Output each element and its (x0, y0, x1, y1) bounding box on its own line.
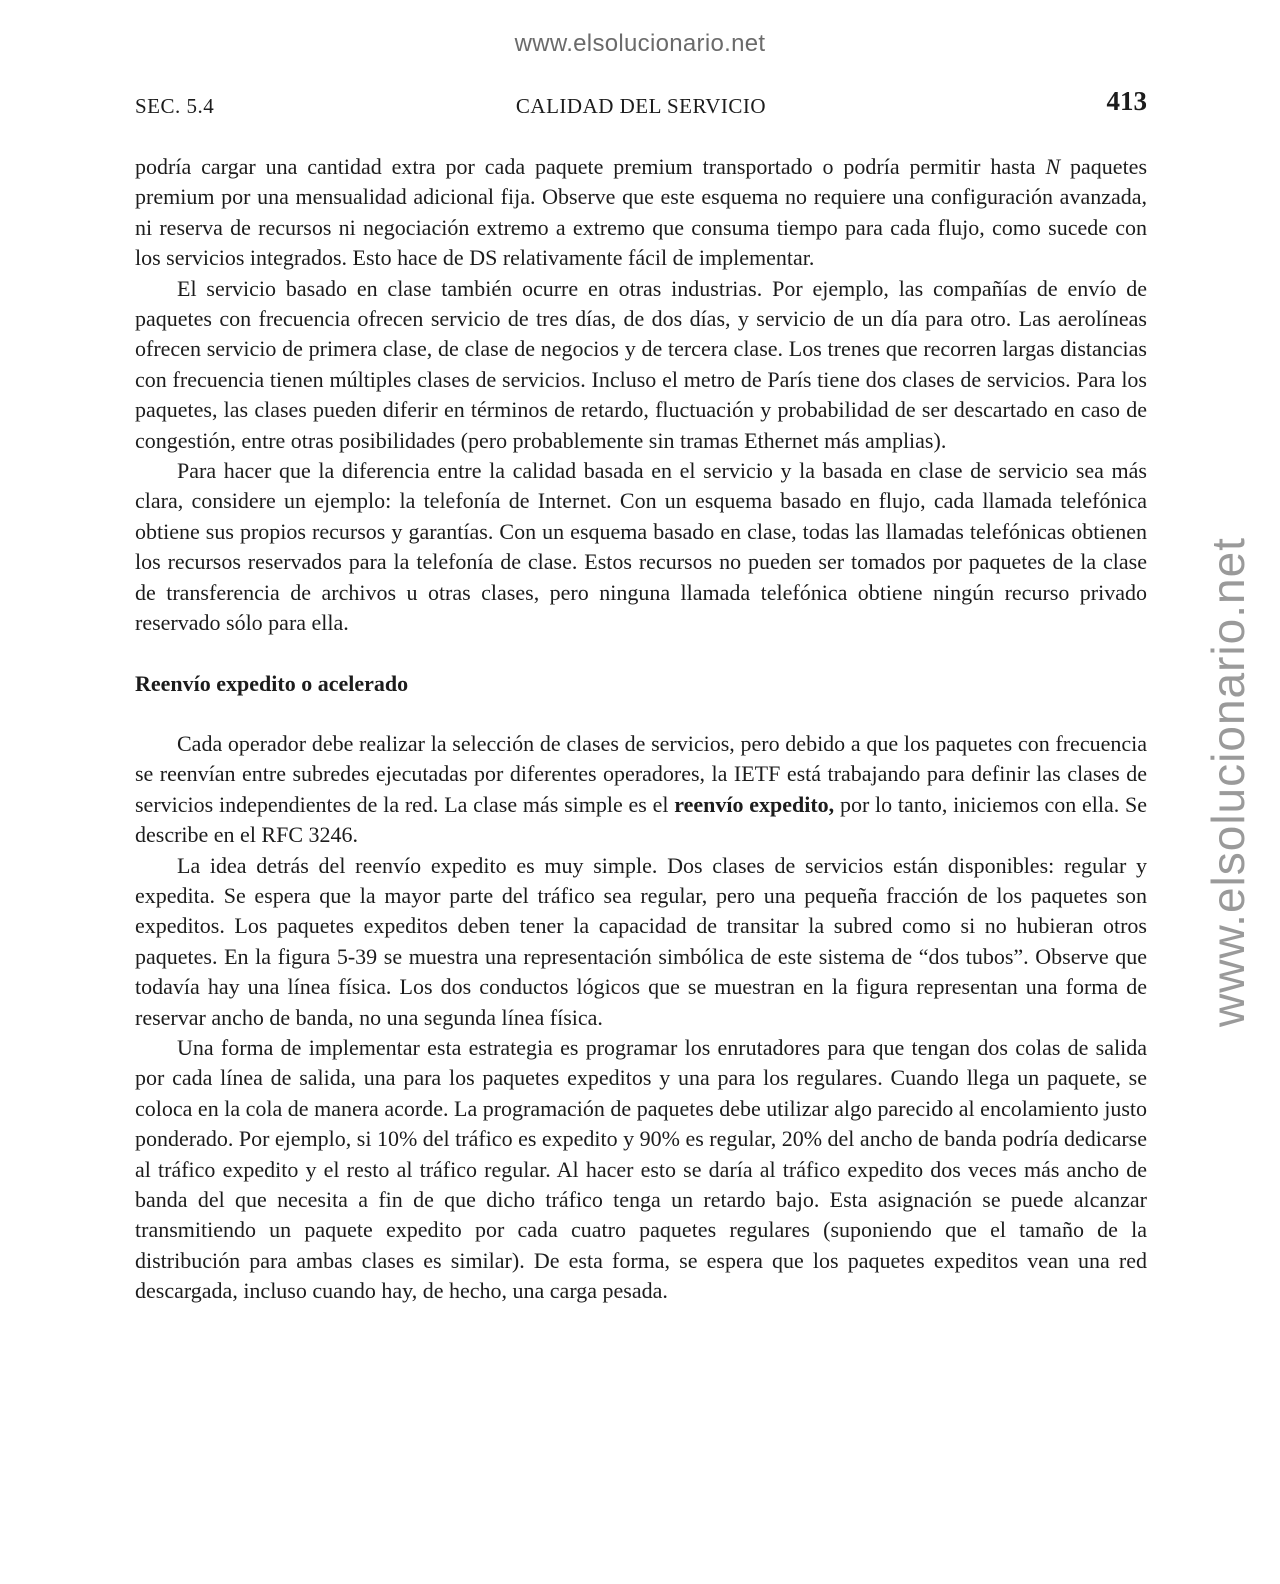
paragraph-4-text-b: por lo tanto, iniciemos con ella. Se describe en el RFC 3246. (135, 791, 1147, 848)
paragraph-3: Para hacer que la diferencia entre la calidad basada en el servicio y la basada en clase de servicio sea más clara, considere un ejemplo: la telefonía de Internet. Con un esquema basado en flujo, cada llamada telefónica obtiene sus propios recursos y garantías. Con un esquema basado en clase, todas las llamadas telefónicas obtienen los recursos reservados para la telefonía de clase. Estos recursos no pueden ser tomados por paquetes de la clase de transferencia de archivos u otras clases, pero ninguna llamada telefónica obtiene ningún recurso privado reservado sólo para ella. (135, 458, 1147, 636)
paragraph-2: El servicio basado en clase también ocurre en otras industrias. Por ejemplo, las compañías de envío de paquetes con frecuencia ofrecen servicio de tres días, de dos días, y servicio de un día para otro. Las aerolíneas ofrecen servicio de primera clase, de clase de negocios y de tercera clase. Los trenes que recorren largas distancias con frecuencia tienen múltiples clases de servicios. Incluso el metro de París tiene dos clases de servicios. Para los paquetes, las clases pueden diferir en términos de retardo, fluctuación y probabilidad de ser descartado en caso de congestión, entre otras posibilidades (pero probablemente sin tramas Ethernet más amplias). (135, 275, 1147, 453)
paragraph-6: Una forma de implementar esta estrategia es programar los enrutadores para que tengan dos colas de salida por cada línea de salida, una para los paquetes expeditos y una para los regulares. Cuando llega un paquete, se coloca en la cola de manera acorde. La programación de paquetes debe utilizar algo parecido al encolamiento justo ponderado. Por ejemplo, si 10% del tráfico es expedito y 90% es regular, 20% del ancho de banda podría dedicarse al tráfico expedito y el resto al tráfico regular. Al hacer esto se daría al tráfico expedito dos veces más ancho de banda del que necesita a fin de que dicho tráfico tenga un retardo bajo. Esta asignación se puede alcanzar transmitiendo un paquete expedito por cada cuatro paquetes regulares (suponiendo que el tamaño de la distribución para ambas clases es similar). De esta forma, se espera que los paquetes expeditos vean una red descargada, incluso cuando hay, de hecho, una carga pesada. (135, 1034, 1147, 1304)
paragraph-1-italic-n: N (1045, 154, 1061, 179)
section-label: SEC. 5.4 (135, 94, 215, 118)
paragraph-1-text-b: paquetes premium por una mensualidad adicional fija. Observe que este esquema no requiere una configuración avanzada, ni reserva de recursos ni negociación extremo a extremo que consuma tiempo para cada flujo, como sucede con los servicios integrados. Esto hace de DS relativamente fácil de implementar. (135, 154, 1148, 271)
section-heading: Reenvío expedito o acelerado (135, 670, 409, 696)
paragraph-5: La idea detrás del reenvío expedito es muy simple. Dos clases de servicios están disponibles: regular y expedita. Se espera que la mayor parte del tráfico sea regular, pero una pequeña fracción de los paquetes son expeditos. Los paquetes expeditos deben tener la capacidad de transitar la subred como si no hubieran otros paquetes. En la figura 5-39 se muestra una representación simbólica de este sistema de “dos tubos”. Observe que todavía hay una línea física. Los dos conductos lógicos que se muestran en la figura representan una forma de reservar ancho de banda, no una segunda línea física. (135, 852, 1147, 1030)
paragraph-4-text-a: Cada operador debe realizar la selección de clases de servicios, pero debido a que los paquetes con frecuencia se reenvían entre subredes ejecutadas por diferentes operadores, la IETF está trabajando para definir las clases de servicios independientes de la red. La clase más simple es el (135, 730, 1147, 817)
page-number: 413 (1106, 86, 1147, 116)
paragraph-1-text-a: podría cargar una cantidad extra por cada paquete premium transportado o podría permitir hasta (135, 154, 1046, 179)
paragraph-1 (135, 152, 1147, 274)
chapter-title: CALIDAD DEL SERVICIO (515, 94, 767, 118)
paragraph-4-bold-term: reenvío expedito, (674, 791, 835, 817)
running-head (135, 86, 1147, 126)
paragraph-4 (135, 729, 1147, 851)
watermark-side-text: www.elsolucionario.net (1202, 537, 1254, 1027)
body-text (135, 152, 1147, 1307)
watermark-top: www.elsolucionario.net (514, 30, 766, 57)
